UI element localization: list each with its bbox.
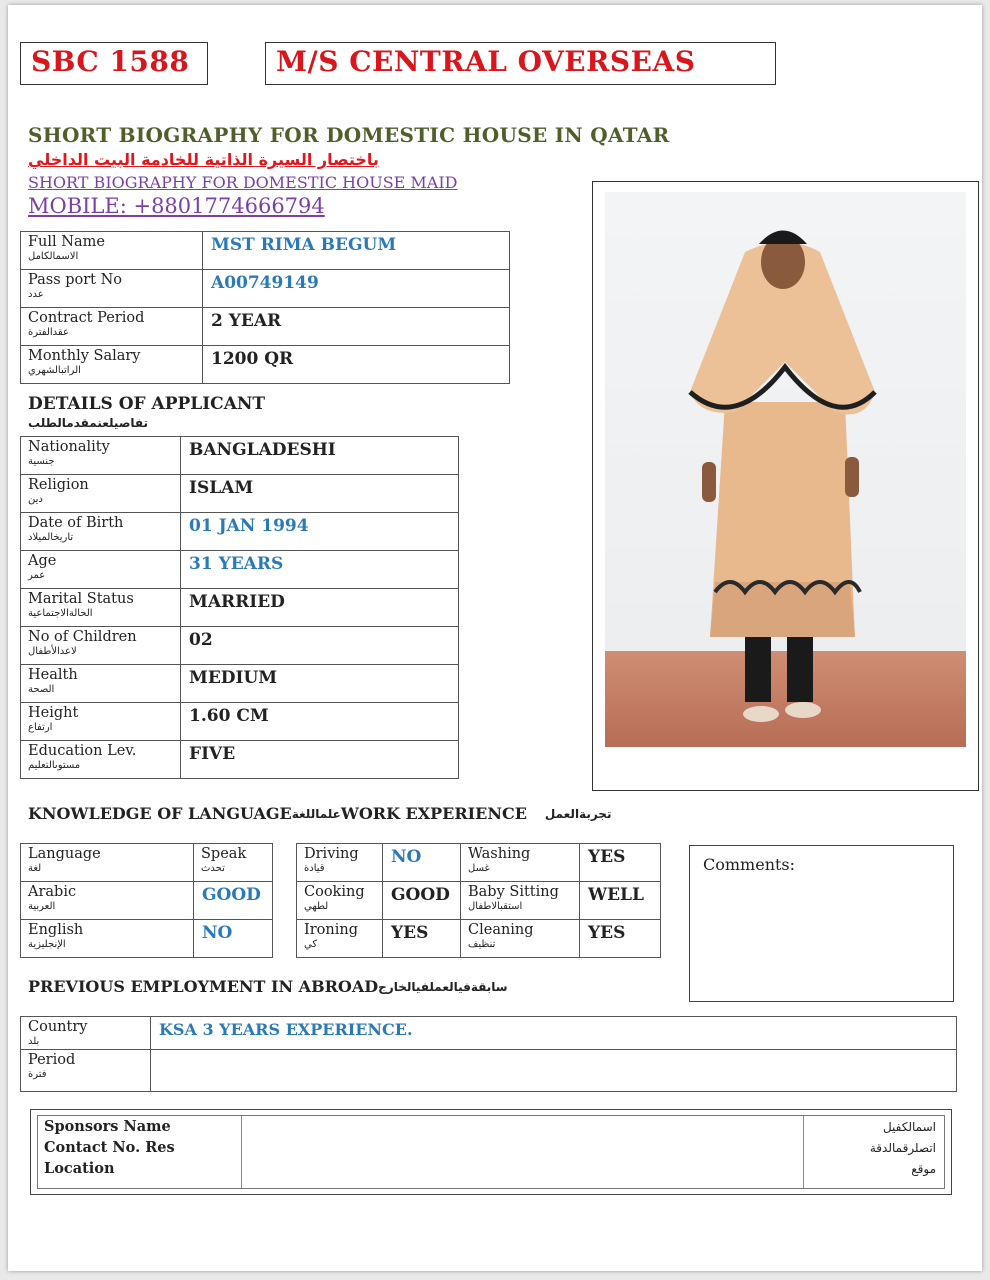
language-label: Language xyxy=(28,846,101,862)
field-value: FIVE xyxy=(189,744,236,764)
language-value-arabic: تحدث xyxy=(201,863,225,874)
field-label-arabic: تاريخالميلاد xyxy=(28,532,74,543)
details-value-cell xyxy=(181,437,459,475)
work-skill-value-cell xyxy=(383,882,461,920)
work-skill-arabic: تنظيف xyxy=(468,939,496,950)
work-skill-arabic: غسل xyxy=(468,863,490,874)
applicant-photo-frame xyxy=(592,181,979,791)
details-value-cell xyxy=(181,627,459,665)
previous-title-row xyxy=(28,977,508,996)
language-value: Speak xyxy=(201,846,247,862)
work-row xyxy=(297,844,661,882)
language-value: GOOD xyxy=(202,885,261,905)
comments-box[interactable] xyxy=(689,845,954,1002)
field-value: ISLAM xyxy=(189,478,254,498)
details-label-cell xyxy=(21,437,181,475)
field-label: Full Name xyxy=(28,234,105,250)
work-skill-value: WELL xyxy=(588,885,644,905)
details-table xyxy=(20,436,459,779)
work-row xyxy=(297,882,661,920)
details-label-cell xyxy=(21,665,181,703)
work-skill: Baby Sitting xyxy=(468,884,559,900)
field-value: A00749149 xyxy=(211,273,319,293)
language-table xyxy=(20,843,273,958)
previous-label-cell xyxy=(21,1050,151,1092)
language-value: NO xyxy=(202,923,233,943)
work-skill-value: YES xyxy=(588,923,626,943)
field-label-arabic: الحالةالاجتماعية xyxy=(28,608,93,619)
details-label-cell xyxy=(21,703,181,741)
work-skill-value: YES xyxy=(588,847,626,867)
work-skill-cell xyxy=(297,882,383,920)
details-value-cell xyxy=(181,513,459,551)
applicant-photo xyxy=(605,192,966,747)
basic-label-cell xyxy=(21,270,203,308)
previous-value xyxy=(151,1050,956,1053)
work-skill-cell xyxy=(461,920,580,958)
field-label: Age xyxy=(28,553,57,569)
previous-label: Period xyxy=(28,1052,76,1068)
field-value: BANGLADESHI xyxy=(189,440,336,460)
work-skill-value: GOOD xyxy=(391,885,450,905)
basic-label-cell xyxy=(21,232,203,270)
field-label-arabic: عدد xyxy=(28,289,44,300)
work-skill-value-cell xyxy=(383,920,461,958)
field-label: Religion xyxy=(28,477,89,493)
basic-row xyxy=(21,232,510,270)
details-row xyxy=(21,627,459,665)
details-label-cell xyxy=(21,551,181,589)
mobile-number: MOBILE: +8801774666794 xyxy=(28,194,325,218)
details-label-cell xyxy=(21,589,181,627)
previous-value-cell xyxy=(151,1050,957,1092)
work-skill-value-cell xyxy=(580,920,661,958)
previous-value-cell xyxy=(151,1017,957,1050)
field-label: No of Children xyxy=(28,629,137,645)
work-skill-value-cell xyxy=(383,844,461,882)
basic-value-cell xyxy=(203,346,510,384)
language-value-cell xyxy=(194,844,273,882)
work-skill-value: YES xyxy=(391,923,429,943)
language-label: Arabic xyxy=(28,884,77,900)
sponsor-row xyxy=(38,1139,944,1160)
work-skill: Ironing xyxy=(304,922,358,938)
language-label-cell xyxy=(21,882,194,920)
basic-info-table xyxy=(20,231,510,384)
sponsor-label-arabic: موقع xyxy=(911,1162,936,1176)
details-title-arabic: تفاصيلعنمقدمالطلب xyxy=(28,416,149,430)
details-value-cell xyxy=(181,741,459,779)
field-label: Health xyxy=(28,667,78,683)
knowledge-title-row xyxy=(28,804,611,823)
field-label: Education Lev. xyxy=(28,743,137,759)
previous-label: Country xyxy=(28,1019,88,1035)
field-label-arabic: جنسية xyxy=(28,456,55,467)
work-skill-arabic: استقبالاطفال xyxy=(468,901,523,912)
field-value: 01 JAN 1994 xyxy=(189,516,309,536)
agency-text: M/S CENTRAL OVERSEAS xyxy=(276,45,696,78)
work-skill-cell xyxy=(461,844,580,882)
field-label-arabic: مستوىالتعليم xyxy=(28,760,81,771)
knowledge-title: KNOWLEDGE OF LANGUAGE xyxy=(28,804,292,823)
field-label: Date of Birth xyxy=(28,515,124,531)
field-label-arabic: عقدالفترة xyxy=(28,327,69,338)
work-skill-cell xyxy=(297,920,383,958)
sponsor-row xyxy=(38,1160,944,1181)
details-row xyxy=(21,703,459,741)
sponsor-inner xyxy=(37,1115,945,1189)
field-value: 2 YEAR xyxy=(211,311,282,331)
work-title: WORK EXPERIENCE xyxy=(340,804,527,823)
previous-employment-table xyxy=(20,1016,957,1092)
work-skill-arabic: لطهي xyxy=(304,901,329,912)
basic-label-cell xyxy=(21,308,203,346)
agency-box xyxy=(265,42,776,85)
details-row xyxy=(21,551,459,589)
details-label-cell xyxy=(21,475,181,513)
field-label-arabic: الصحة xyxy=(28,684,55,695)
work-skill-cell xyxy=(297,844,383,882)
language-label-arabic: الإنجليزية xyxy=(28,939,66,950)
field-label-arabic: الاسمالكامل xyxy=(28,251,79,262)
work-skill-cell xyxy=(461,882,580,920)
field-label-arabic: دين xyxy=(28,494,43,505)
field-label-arabic: عمر xyxy=(28,570,46,581)
work-experience-table xyxy=(296,843,661,958)
previous-title: PREVIOUS EMPLOYMENT IN ABROAD xyxy=(28,977,379,996)
language-label-arabic: العربية xyxy=(28,901,56,912)
details-row xyxy=(21,513,459,551)
details-value-cell xyxy=(181,475,459,513)
basic-value-cell xyxy=(203,232,510,270)
language-row xyxy=(21,882,273,920)
details-row xyxy=(21,741,459,779)
field-value: MEDIUM xyxy=(189,668,278,688)
details-row xyxy=(21,665,459,703)
sponsor-label: Sponsors Name xyxy=(44,1118,171,1135)
knowledge-title-arabic: علماللغة xyxy=(291,806,341,821)
details-title: DETAILS OF APPLICANT xyxy=(28,394,266,414)
field-label: Nationality xyxy=(28,439,110,455)
details-row xyxy=(21,589,459,627)
comments-label: Comments: xyxy=(703,855,796,874)
work-skill: Washing xyxy=(468,846,531,862)
details-label-cell xyxy=(21,741,181,779)
person-figure-icon xyxy=(605,192,966,747)
language-label-arabic: لغة xyxy=(28,863,42,874)
basic-row xyxy=(21,308,510,346)
work-row xyxy=(297,920,661,958)
work-title-arabic: تجربةالعمل xyxy=(544,806,612,821)
field-label-arabic: ارتفاع xyxy=(28,722,53,733)
language-value-cell xyxy=(194,920,273,958)
field-label: Pass port No xyxy=(28,272,123,288)
work-skill-arabic: قيادة xyxy=(304,863,325,874)
work-skill-arabic: كي xyxy=(304,939,318,950)
details-label-cell xyxy=(21,627,181,665)
details-value-cell xyxy=(181,665,459,703)
basic-label-cell xyxy=(21,346,203,384)
language-label-cell xyxy=(21,844,194,882)
field-value: MARRIED xyxy=(189,592,285,612)
field-label: Marital Status xyxy=(28,591,134,607)
biodata-page xyxy=(8,5,982,1271)
previous-label-cell xyxy=(21,1017,151,1050)
language-row xyxy=(21,844,273,882)
sponsor-label: Location xyxy=(44,1160,115,1177)
details-row xyxy=(21,475,459,513)
sponsor-row xyxy=(38,1118,944,1139)
language-label-cell xyxy=(21,920,194,958)
details-value-cell xyxy=(181,703,459,741)
sponsor-box xyxy=(30,1109,952,1195)
arabic-title: باختصار السيرة الذاتية للخادمة البيت الداخلي xyxy=(28,150,379,169)
details-label-cell xyxy=(21,513,181,551)
work-skill-value-cell xyxy=(580,882,661,920)
details-value-cell xyxy=(181,589,459,627)
work-skill: Cleaning xyxy=(468,922,534,938)
field-label: Height xyxy=(28,705,79,721)
field-value: 31 YEARS xyxy=(189,554,284,574)
details-value-cell xyxy=(181,551,459,589)
work-skill: Driving xyxy=(304,846,359,862)
main-title: SHORT BIOGRAPHY FOR DOMESTIC HOUSE IN QATAR xyxy=(28,123,670,147)
field-value: 02 xyxy=(189,630,213,650)
field-label-arabic: لاعدالأطفال xyxy=(28,646,77,657)
work-skill: Cooking xyxy=(304,884,365,900)
previous-row xyxy=(21,1050,957,1092)
language-label: English xyxy=(28,922,84,938)
language-value-cell xyxy=(194,882,273,920)
previous-row xyxy=(21,1017,957,1050)
field-value: MST RIMA BEGUM xyxy=(211,235,397,255)
sponsor-label-arabic: اتصلرقمالدقة xyxy=(869,1141,936,1155)
field-value: 1200 QR xyxy=(211,349,294,369)
code-text: SBC 1588 xyxy=(31,45,190,78)
previous-title-arabic: سابقةفيالعملفيالخارج xyxy=(378,979,508,994)
field-value: 1.60 CM xyxy=(189,706,269,726)
field-label: Contract Period xyxy=(28,310,145,326)
language-row xyxy=(21,920,273,958)
code-box xyxy=(20,42,208,85)
basic-row xyxy=(21,270,510,308)
basic-value-cell xyxy=(203,308,510,346)
sub-title: SHORT BIOGRAPHY FOR DOMESTIC HOUSE MAID xyxy=(28,173,458,192)
previous-label-arabic: بلد xyxy=(28,1036,40,1047)
previous-value: KSA 3 YEARS EXPERIENCE. xyxy=(159,1020,413,1039)
work-skill-value-cell xyxy=(580,844,661,882)
sponsor-label: Contact No. Res xyxy=(44,1139,175,1156)
field-label-arabic: الراتبالشهري xyxy=(28,365,81,376)
work-skill-value: NO xyxy=(391,847,422,867)
sponsor-label-arabic: اسمالكفيل xyxy=(882,1120,936,1134)
basic-value-cell xyxy=(203,270,510,308)
field-label: Monthly Salary xyxy=(28,348,141,364)
details-row xyxy=(21,437,459,475)
basic-row xyxy=(21,346,510,384)
previous-label-arabic: فترة xyxy=(28,1069,47,1080)
